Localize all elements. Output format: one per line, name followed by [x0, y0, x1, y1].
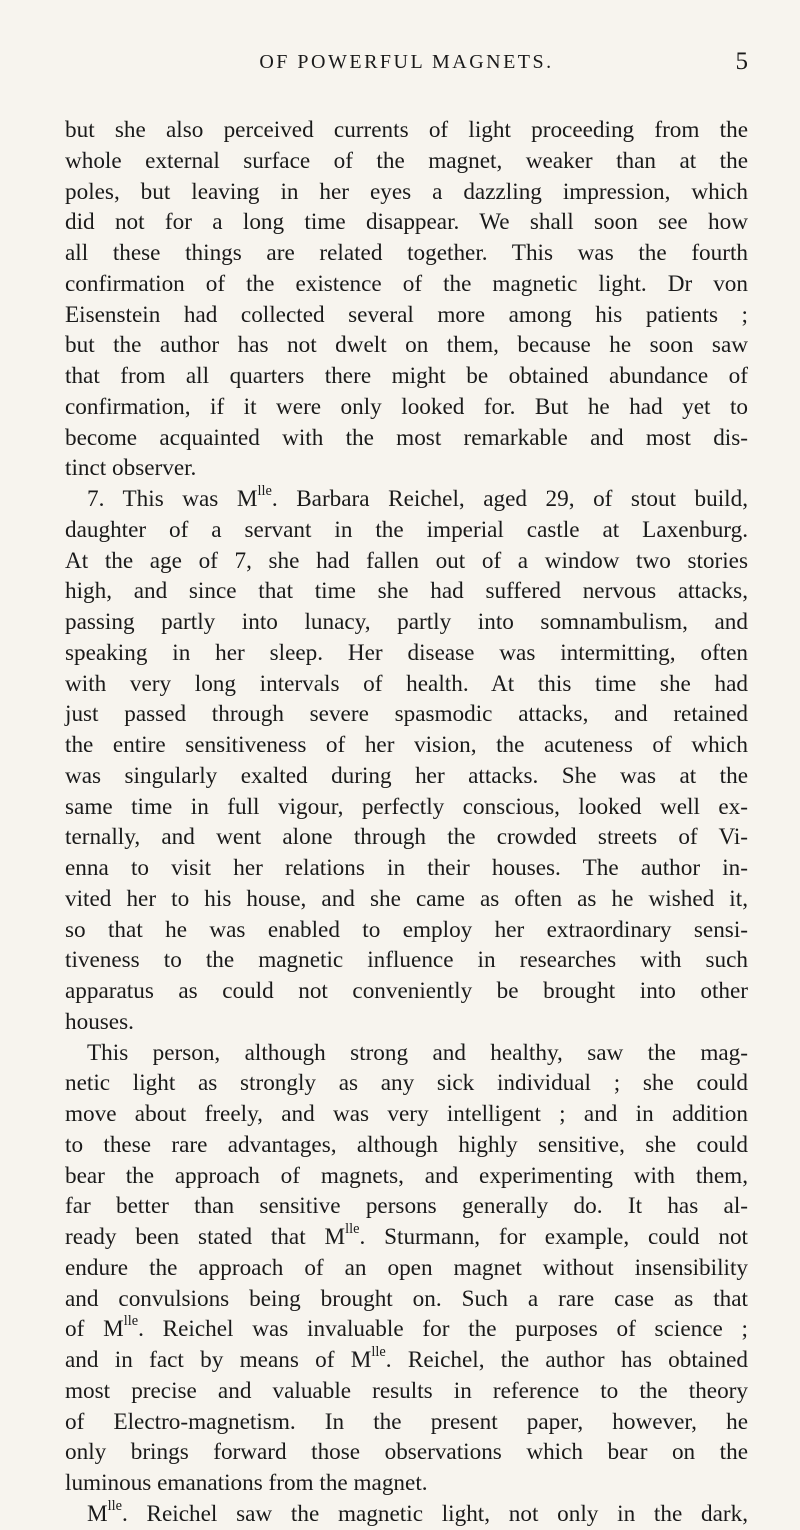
text-line: tinct observer. [65, 455, 197, 482]
text-line: far better than sensitive persons generally do. It has al- [65, 1193, 748, 1220]
text-line: whole external surface of the magnet, weaker than at the [65, 147, 748, 174]
text-line: daughter of a servant in the imperial castle at Laxenburg. [65, 516, 748, 543]
text-line: but she also perceived currents of light proceeding from the [65, 117, 748, 143]
text-line: endure the approach of an open magnet without insensibility [65, 1254, 748, 1281]
running-title: OF POWERFUL MAGNETS. [259, 51, 554, 73]
text-line: $M^{lle}$. Reichel saw the magnetic light, not only in the dark, [87, 1497, 748, 1527]
text-line: passing partly into lunacy, partly into somnambulism, and [65, 609, 748, 635]
text-line: This person, although strong and healthy, saw the mag- [87, 1039, 748, 1066]
text-line: confirmation, if it were only looked for. But he had yet to [65, 393, 748, 420]
text-line: with very long intervals of health. At this time she had [65, 670, 748, 697]
text-line: so that he was enabled to employ her extraordinary sensi- [65, 916, 748, 943]
text-line: to these rare advantages, although highly sensitive, she could [65, 1131, 748, 1158]
text-line: ready been stated that $M^{lle}$. Sturmann, for example, could not [65, 1221, 748, 1250]
text-line: confirmation of the existence of the magnetic light. Dr von [65, 270, 748, 297]
text-line: only brings forward those observations which bear on the [65, 1439, 748, 1466]
text-line: did not for a long time disappear. We shall soon see how [65, 209, 748, 236]
text-line: 7. This was $M^{lle}$. Barbara Reichel, aged 29, of stout build, [87, 483, 749, 512]
text-line: was singularly exalted during her attacks. She was at the [65, 762, 748, 789]
text-line: speaking in her sleep. Her disease was intermitting, often [65, 639, 748, 666]
text-line: most precise and valuable results in reference to the theory [65, 1377, 748, 1404]
text-line: and in fact by means of $M^{lle}$. Reichel, the author has obtained [65, 1344, 748, 1373]
body-text [65, 115, 748, 1530]
text-line: and convulsions being brought on. Such a rare case as that [65, 1285, 748, 1312]
text-line: bear the approach of magnets, and experimenting with them, [65, 1162, 748, 1189]
text-line: ternally, and went alone through the crowded streets of Vi- [65, 824, 748, 851]
text-line: but the author has not dwelt on them, because he soon saw [65, 332, 748, 359]
text-line: enna to visit her relations in their houses. The author in- [65, 855, 748, 881]
text-line: poles, but leaving in her eyes a dazzling impression, which [65, 178, 748, 205]
text-line: Eisenstein had collected several more among his patients ; [65, 301, 748, 328]
page-header [65, 42, 748, 82]
text-line: vited her to his house, and she came as often as he wished it, [65, 885, 748, 912]
text-line: move about freely, and was very intelligent ; and in addition [65, 1101, 748, 1127]
text-line: the entire sensitiveness of her vision, the acuteness of which [65, 732, 748, 758]
text-line: At the age of 7, she had fallen out of a window two stories [65, 547, 748, 574]
text-line: same time in full vigour, perfectly conscious, looked well ex- [65, 793, 748, 820]
text-line: of Electro-magnetism. In the present paper, however, he [65, 1408, 748, 1435]
text-line: tiveness to the magnetic influence in researches with such [65, 947, 748, 974]
text-line: high, and since that time she had suffered nervous attacks, [65, 578, 748, 605]
text-line: become acquainted with the most remarkable and most dis- [65, 424, 748, 451]
text-line: that from all quarters there might be obtained abundance of [65, 363, 748, 389]
text-line: houses. [65, 1008, 134, 1035]
text-line: just passed through severe spasmodic attacks, and retained [65, 701, 748, 728]
text-line: all these things are related together. This was the fourth [65, 240, 748, 266]
text-line: of $M^{lle}$. Reichel was invaluable for the purposes of science ; [65, 1313, 748, 1343]
page-number: 5 [735, 48, 748, 75]
text-line: luminous emanations from the magnet. [65, 1470, 428, 1496]
text-line: netic light as strongly as any sick individual ; she could [65, 1070, 748, 1097]
text-line: apparatus as could not conveniently be brought into other [65, 978, 748, 1004]
